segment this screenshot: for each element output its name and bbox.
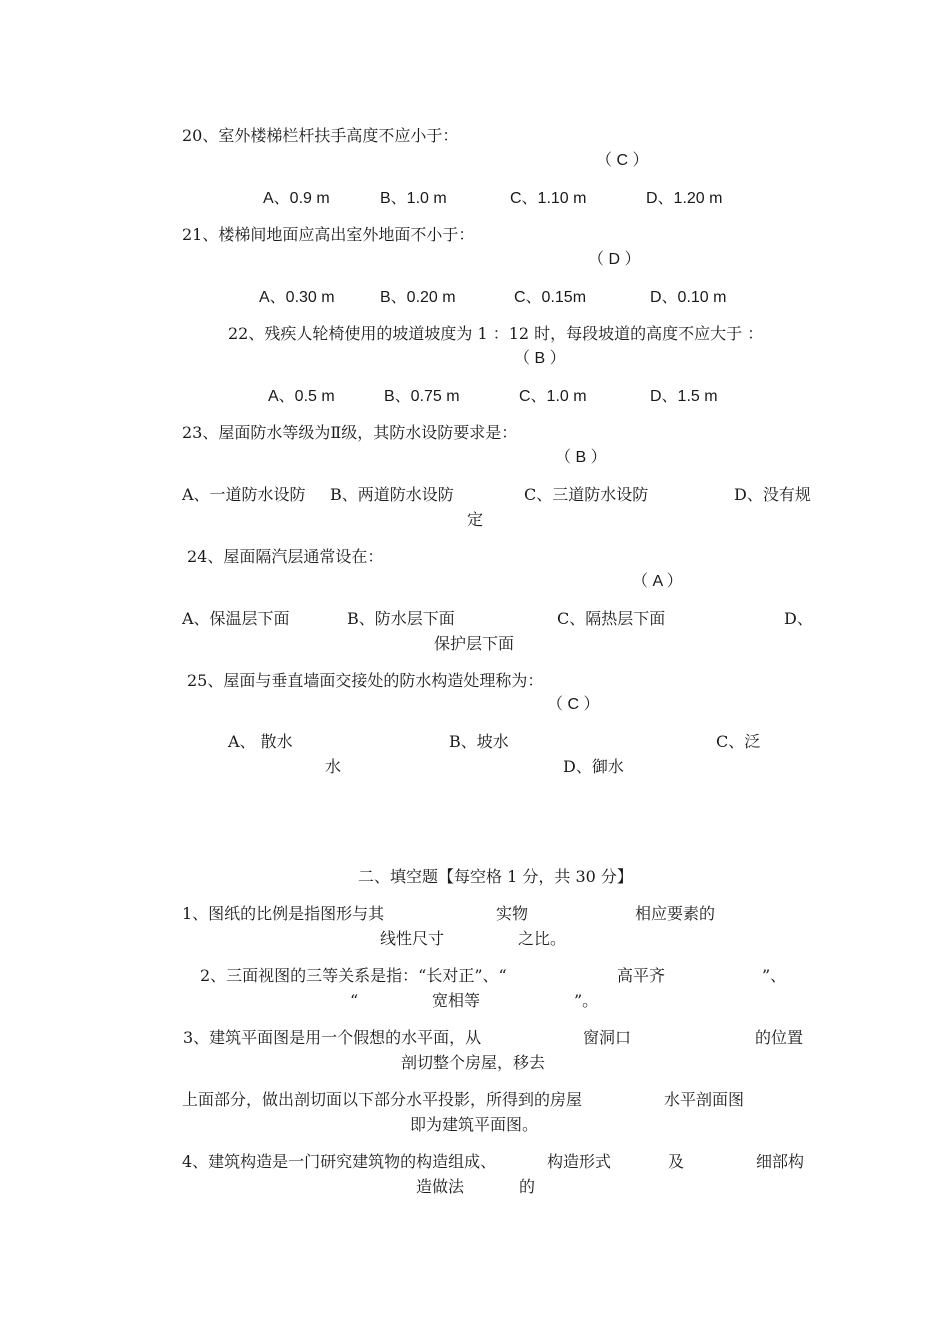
q23-question: 23、屋面防水等级为Ⅱ级，其防水设防要求是：: [182, 423, 518, 442]
q21-option-a: A、0.30 m: [259, 289, 335, 306]
q20-option-b: B、1.0 m: [380, 190, 447, 207]
f3-blank-2: 水平剖面图: [664, 1090, 745, 1109]
f3-blank-1: 窗洞口: [583, 1028, 632, 1047]
q25-question: 25、屋面与垂直墙面交接处的防水构造处理称为：: [187, 671, 544, 690]
q22-answer: （ B ）: [514, 350, 566, 367]
q21-question: 21、楼梯间地面应高出室外地面不小于：: [182, 225, 475, 244]
q24-option-b: B、防水层下面: [347, 609, 455, 628]
f1-suffix: 之比。: [518, 929, 567, 948]
q25-option-a: A、 散水: [228, 732, 293, 751]
q22-option-b: B、0.75 m: [384, 388, 460, 405]
q25-option-d: D、御水: [563, 757, 624, 776]
q22-question: 22、残疾人轮椅使用的坡道坡度为 1 ：12 时，每段坡道的高度不应大于 ：: [228, 324, 764, 343]
q25-option-c: C、泛: [716, 732, 761, 751]
q22-option-a: A、0.5 m: [268, 388, 335, 405]
f3-prefix: 3、建筑平面图是用一个假想的水平面，从: [183, 1028, 482, 1047]
q20-option-c: C、1.10 m: [510, 190, 587, 207]
f4-prefix: 4、建筑构造是一门研究建筑物的构造组成、: [182, 1152, 497, 1171]
q24-option-d-wrap: 保护层下面: [434, 634, 515, 653]
f1-blank-1: 实物: [496, 904, 529, 923]
q20-question: 20、室外楼梯栏杆扶手高度不应小于：: [182, 126, 459, 145]
q23-option-a: A、一道防水设防: [182, 485, 306, 504]
f4-blank-2-start: 细部构: [756, 1152, 805, 1171]
q22-option-d: D、1.5 m: [650, 388, 718, 405]
f1-prefix: 1、图纸的比例是指图形与其: [182, 904, 385, 923]
q25-option-b: B、坡水: [449, 732, 509, 751]
q21-option-b: B、0.20 m: [380, 289, 456, 306]
f1-blank-2: 线性尺寸: [380, 929, 445, 948]
f3-line-2: 剖切整个房屋，移去: [401, 1053, 546, 1072]
f2-suffix: ”。: [574, 991, 599, 1010]
q20-answer: （ C ）: [596, 152, 649, 169]
q23-option-d: D、没有规: [734, 485, 811, 504]
q21-option-c: C、0.15m: [514, 289, 587, 306]
q24-option-a: A、保温层下面: [182, 609, 290, 628]
f4-suffix: 的: [519, 1177, 536, 1196]
q23-option-b: B、两道防水设防: [330, 485, 454, 504]
f4-blank-2-end: 造做法: [416, 1177, 465, 1196]
q23-option-d-wrap: 定: [467, 510, 484, 529]
f2-blank-1: 高平齐: [617, 966, 666, 985]
f3-line-4: 即为建筑平面图。: [410, 1115, 539, 1134]
q25-option-c-wrap: 水: [325, 757, 342, 776]
f4-middle: 及: [668, 1152, 685, 1171]
section-title: 二、填空题【每空格 1 分，共 30 分】: [358, 867, 633, 886]
q23-option-c: C、三道防水设防: [524, 485, 649, 504]
f2-open-quote: “: [350, 991, 359, 1010]
q20-option-a: A、0.9 m: [263, 190, 330, 207]
q21-option-d: D、0.10 m: [650, 289, 727, 306]
q22-option-c: C、1.0 m: [519, 388, 587, 405]
f1-middle: 相应要素的: [635, 904, 716, 923]
q25-answer: （ C ）: [547, 696, 600, 713]
f4-blank-1: 构造形式: [547, 1152, 612, 1171]
f2-blank-2: 宽相等: [432, 991, 481, 1010]
f3-middle: 的位置: [755, 1028, 804, 1047]
q23-answer: （ B ）: [555, 449, 607, 466]
q20-option-d: D、1.20 m: [646, 190, 723, 207]
f2-prefix: 2、三面视图的三等关系是指：“长对正”、“: [200, 966, 507, 985]
q24-answer: （ A ）: [632, 573, 683, 590]
q24-option-c: C、隔热层下面: [557, 609, 666, 628]
q21-answer: （ D ）: [588, 251, 641, 268]
f2-middle: ”、: [762, 966, 787, 985]
f3-line-3: 上面部分，做出剖切面以下部分水平投影，所得到的房屋: [182, 1090, 583, 1109]
q24-option-d: D、: [784, 609, 813, 628]
q24-question: 24、屋面隔汽层通常设在：: [187, 547, 384, 566]
